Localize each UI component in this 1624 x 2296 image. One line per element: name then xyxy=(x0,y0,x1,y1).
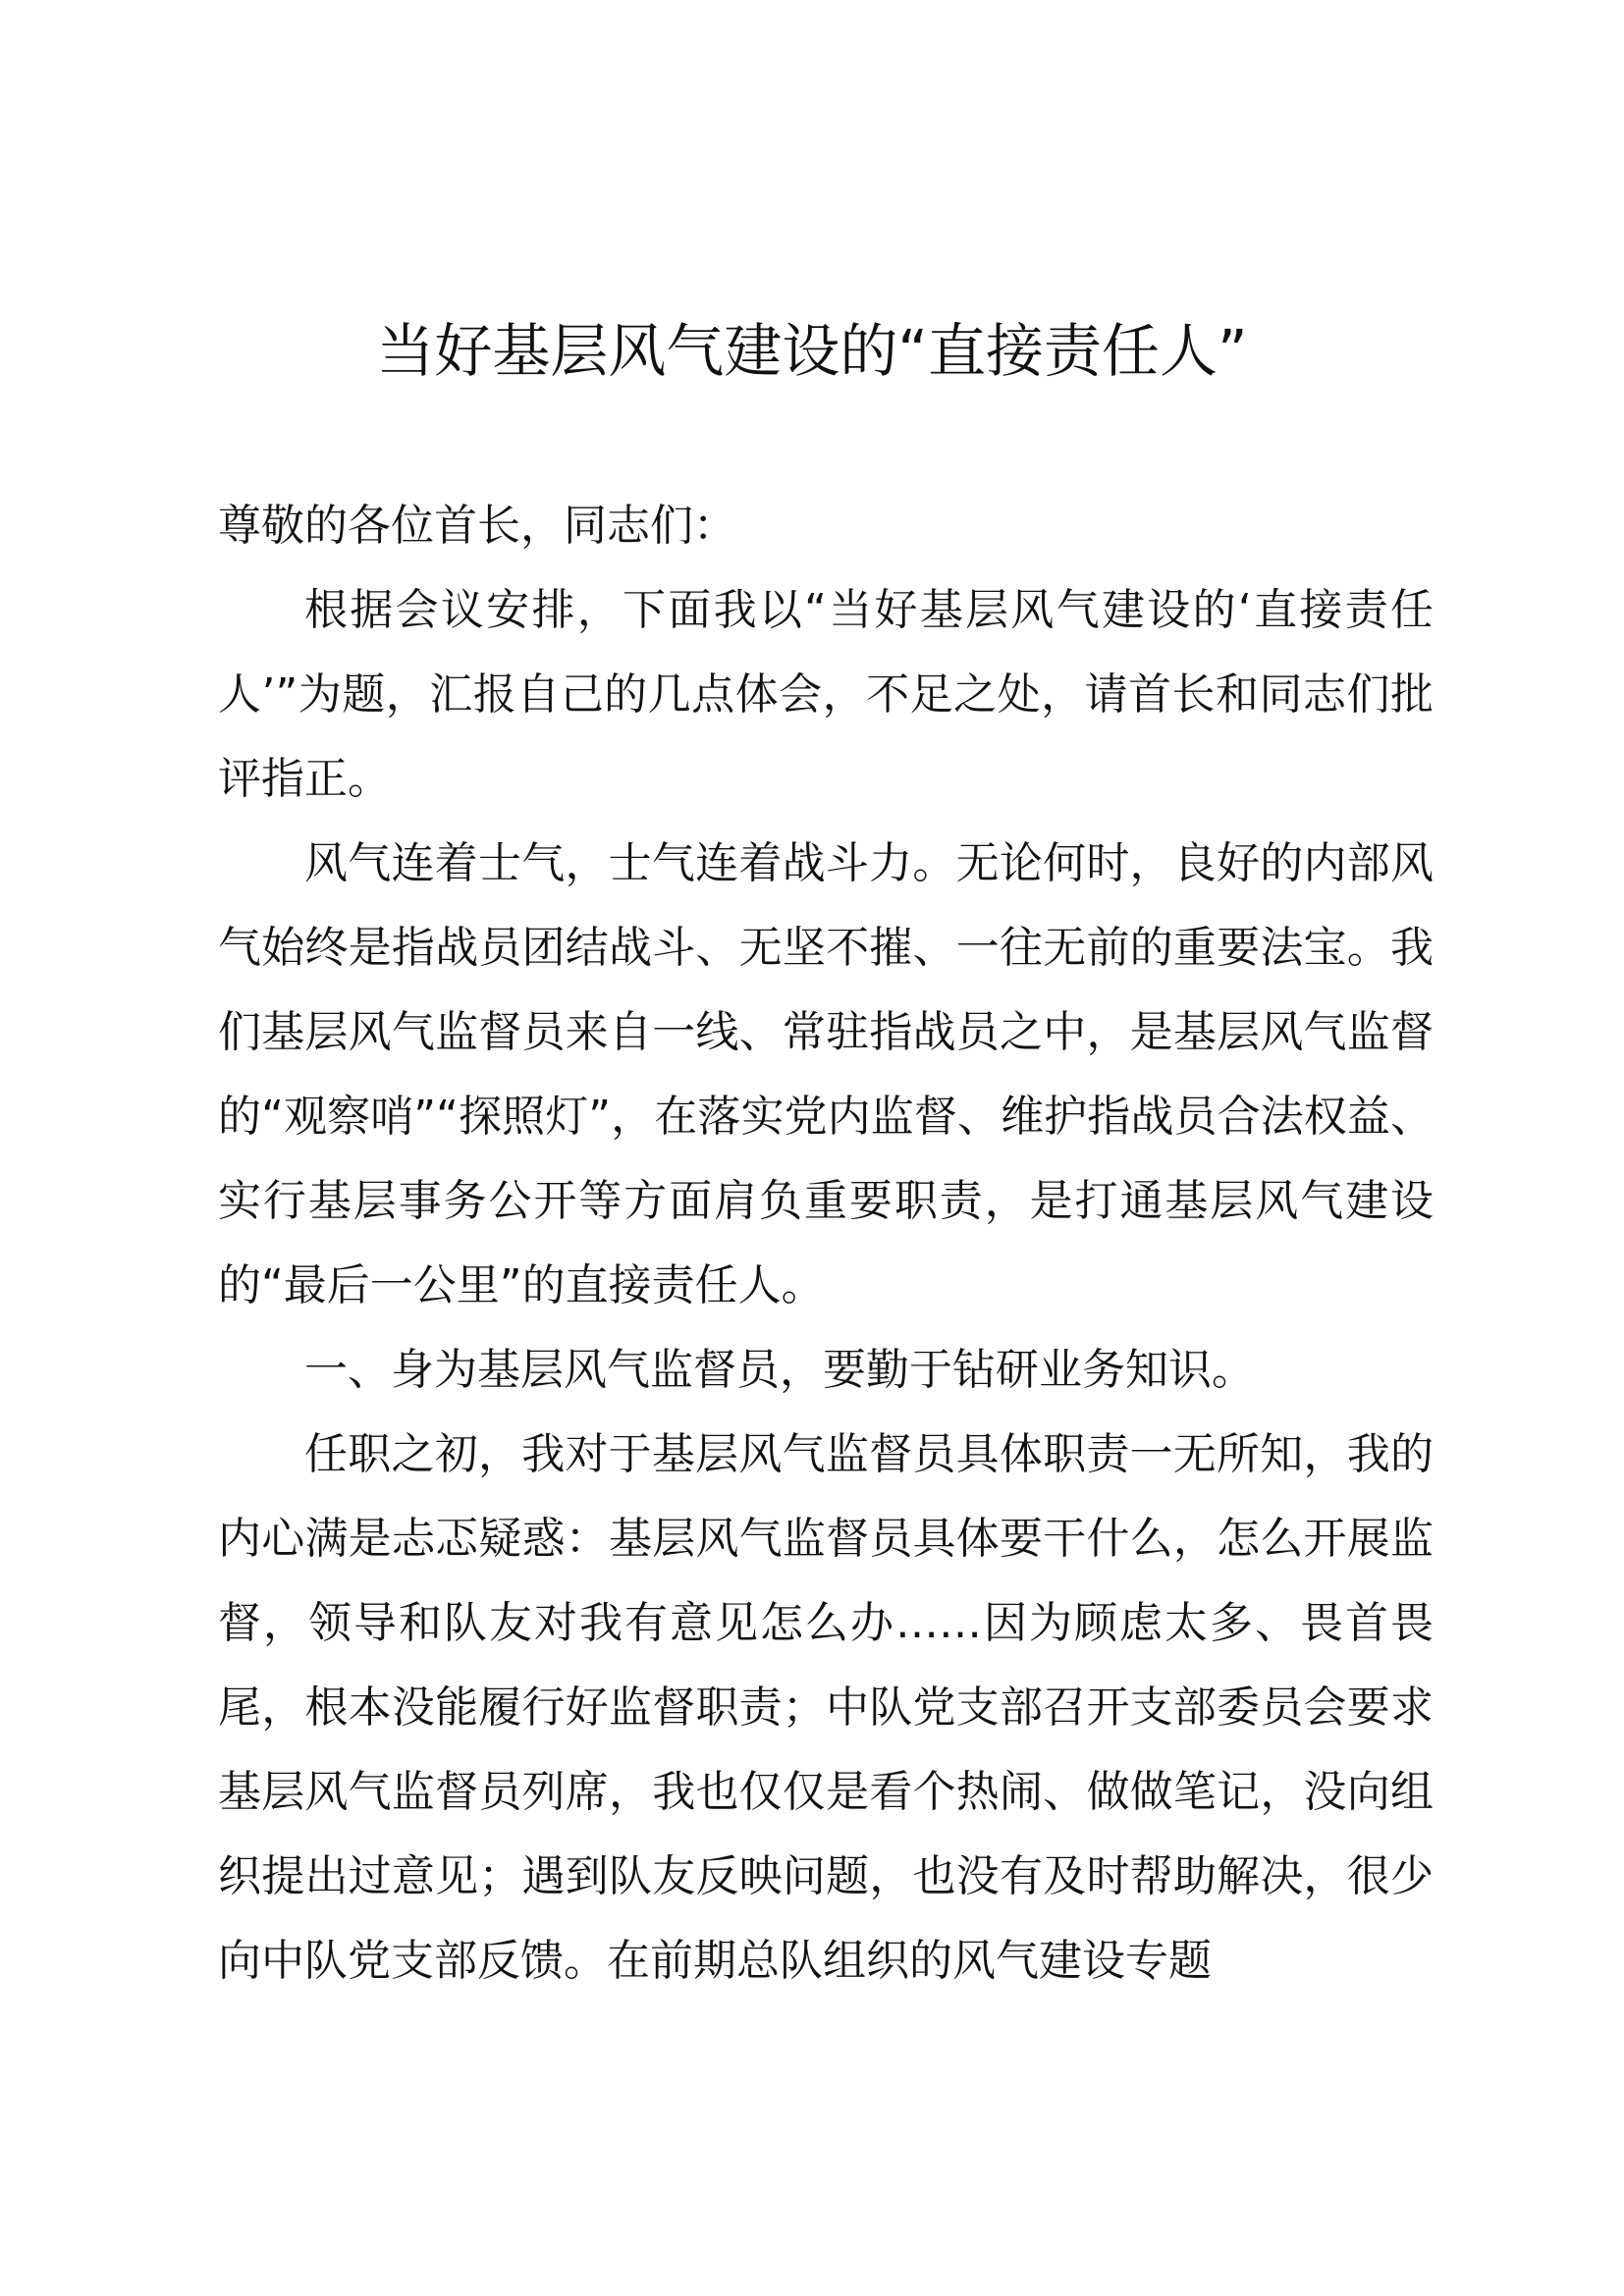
section-heading-1: 一、身为基层风气监督员，要勤于钻研业务知识。 xyxy=(304,1345,1255,1395)
salutation: 尊敬的各位首长，同志们： xyxy=(218,501,736,551)
paragraph-background: 风气连着士气，士气连着战斗力。无论何时，良好的内部风气始终是指战员团结战斗、无坚不摧、一往无前的重要法宝。我们基层风气监督员来自一线、常驻指战员之中，是基层风气监督的“观察哨”“探照灯”，在落实党内监督、维护指战员合法权益、实行基层事务公开等方面肩负重要职责，是打通基层风气建设的“最后一公里”的直接责任人。 xyxy=(218,838,1434,1310)
paragraph-section-1: 任职之初，我对于基层风气监督员具体职责一无所知，我的内心满是忐忑疑惑：基层风气监督员具体要干什么，怎么开展监督，领导和队友对我有意见怎么办……因为顾虑太多、畏首畏尾，根本没能履行好监督职责；中队党支部召开支部委员会要求基层风气监督员列席，我也仅仅是看个热闹、做做笔记，没向组织提出过意见；遇到队友反映问题，也没有及时帮助解决，很少向中队党支部反馈。在前期总队组织的风气建设专题 xyxy=(218,1429,1434,1986)
document-title: 当好基层风气建设的“直接责任人” xyxy=(376,317,1248,385)
paragraph-intro: 根据会议安排，下面我以“当好基层风气建设的‘直接责任人’”为题，汇报自己的几点体会，不足之处，请首长和同志们批评指正。 xyxy=(218,585,1434,804)
document-body xyxy=(218,484,1434,2003)
